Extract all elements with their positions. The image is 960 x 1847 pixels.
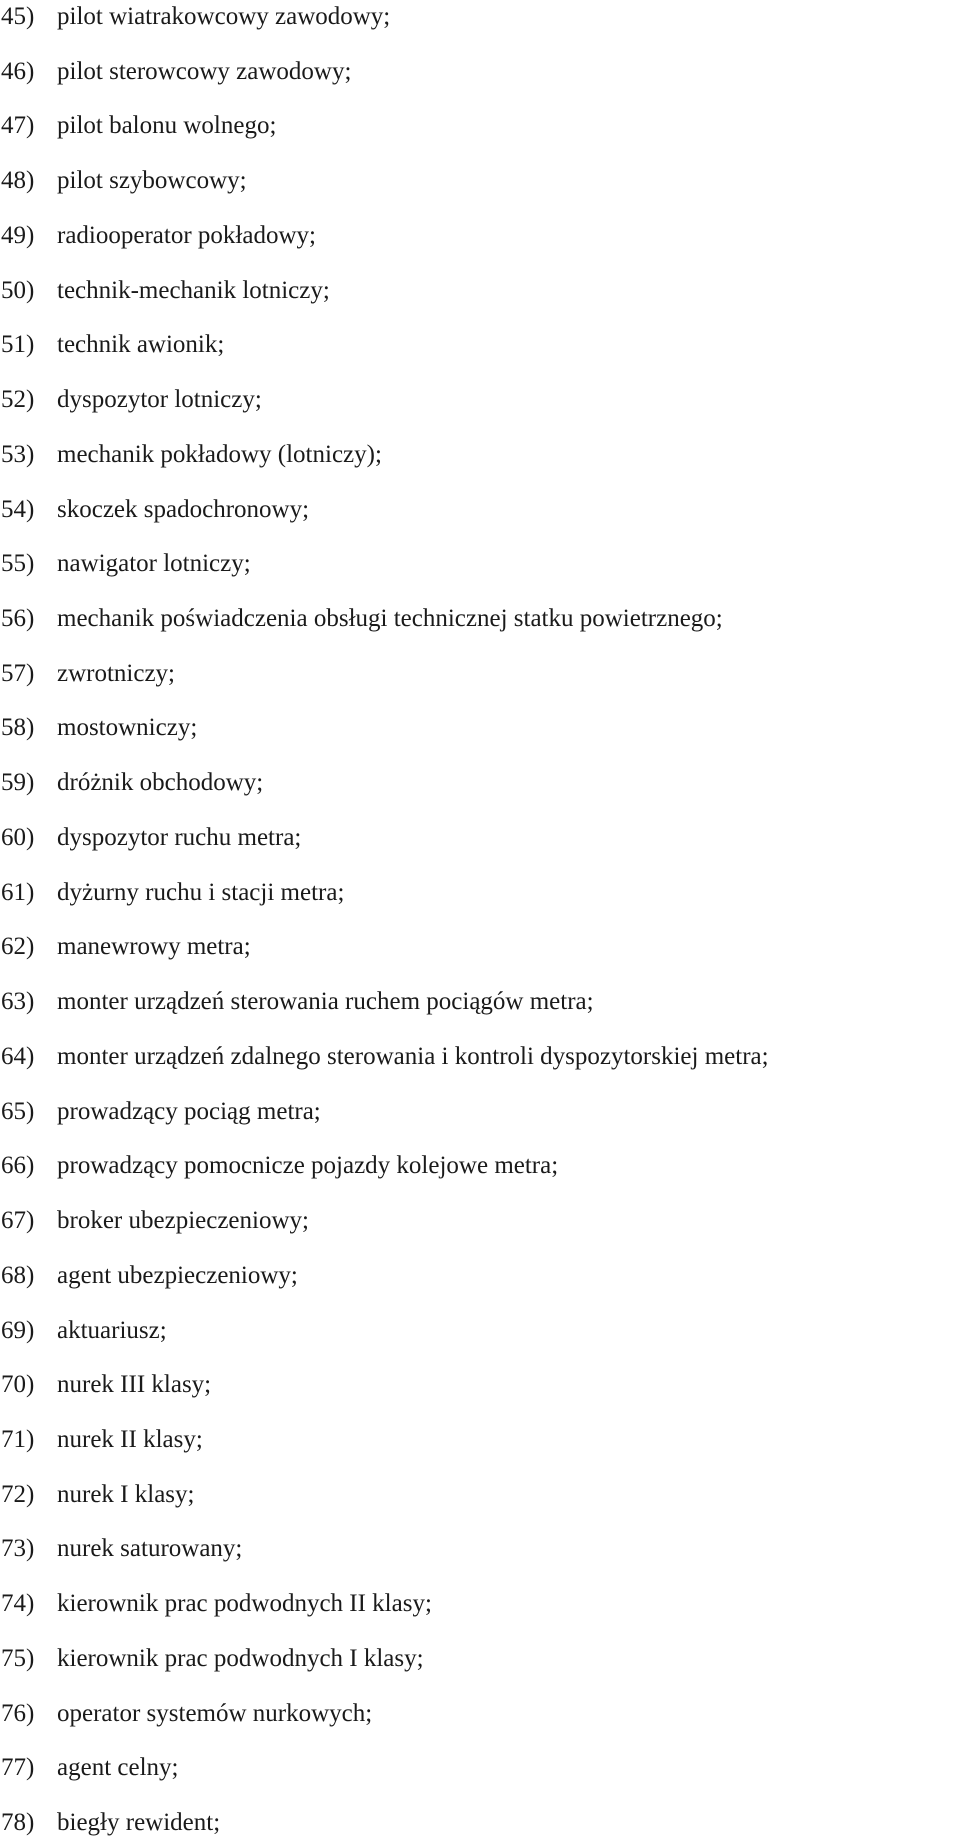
list-item-text: mostowniczy; — [57, 714, 198, 741]
list-item-text: technik-mechanik lotniczy; — [57, 277, 330, 304]
list-item — [0, 220, 316, 260]
list-item-number: 57) — [1, 660, 35, 687]
list-item-number: 78) — [1, 1809, 35, 1836]
list-item-number: 66) — [1, 1152, 35, 1179]
list-item — [0, 1205, 309, 1245]
list-item — [0, 712, 197, 752]
list-item-number: 70) — [1, 1371, 35, 1398]
list-item-number: 56) — [1, 605, 35, 632]
list-item-text: kierownik prac podwodnych II klasy; — [57, 1590, 432, 1617]
list-item-text: biegły rewident; — [57, 1809, 221, 1836]
list-item-number: 48) — [1, 167, 35, 194]
list-item-text: dróżnik obchodowy; — [57, 769, 264, 796]
list-item-text: pilot wiatrakowcowy zawodowy; — [57, 3, 391, 30]
list-item — [0, 1041, 769, 1081]
list-item — [0, 931, 251, 971]
list-item-text: operator systemów nurkowych; — [57, 1700, 373, 1727]
list-item-number: 76) — [1, 1700, 35, 1727]
list-item-text: nurek saturowany; — [57, 1535, 243, 1562]
list-item-text: nawigator lotniczy; — [57, 550, 251, 577]
list-item — [0, 767, 263, 807]
list-item-number: 59) — [1, 769, 35, 796]
list-item-number: 55) — [1, 550, 35, 577]
list-item-number: 69) — [1, 1317, 35, 1344]
list-item-number: 47) — [1, 112, 35, 139]
list-item-text: nurek I klasy; — [57, 1481, 195, 1508]
list-item-text: nurek II klasy; — [57, 1426, 203, 1453]
list-item-number: 58) — [1, 714, 35, 741]
list-item-number: 60) — [1, 824, 35, 851]
list-item-text: aktuariusz; — [57, 1317, 167, 1344]
list-item — [0, 439, 382, 479]
list-item-text: kierownik prac podwodnych I klasy; — [57, 1645, 424, 1672]
list-item — [0, 1260, 298, 1300]
list-item — [0, 1096, 321, 1136]
list-item — [0, 1, 390, 41]
list-item-text: zwrotniczy; — [57, 660, 176, 687]
list-item — [0, 658, 175, 698]
list-item-text: dyspozytor ruchu metra; — [57, 824, 302, 851]
list-item-text: radiooperator pokładowy; — [57, 222, 316, 249]
list-item-number: 45) — [1, 3, 35, 30]
list-item-number: 54) — [1, 496, 35, 523]
list-item-number: 52) — [1, 386, 35, 413]
list-item-number: 51) — [1, 331, 35, 358]
list-item-number: 61) — [1, 879, 35, 906]
list-item-text: prowadzący pomocnicze pojazdy kolejowe metra; — [57, 1152, 559, 1179]
list-item-number: 73) — [1, 1535, 35, 1562]
list-item-text: monter urządzeń zdalnego sterowania i kontroli dyspozytorskiej metra; — [57, 1043, 769, 1070]
list-item-text: dyspozytor lotniczy; — [57, 386, 262, 413]
list-item — [0, 165, 247, 205]
list-item — [0, 275, 330, 315]
list-item — [0, 877, 344, 917]
list-item — [0, 1807, 220, 1847]
list-item-text: monter urządzeń sterowania ruchem pociągów metra; — [57, 988, 594, 1015]
list-item-number: 74) — [1, 1590, 35, 1617]
list-item-text: technik awionik; — [57, 331, 225, 358]
list-item — [0, 1588, 432, 1628]
list-item — [0, 1643, 424, 1683]
list-item-text: broker ubezpieczeniowy; — [57, 1207, 309, 1234]
list-item-number: 72) — [1, 1481, 35, 1508]
list-item-number: 62) — [1, 933, 35, 960]
list-item — [0, 986, 594, 1026]
list-item-text: dyżurny ruchu i stacji metra; — [57, 879, 345, 906]
list-item-number: 77) — [1, 1754, 35, 1781]
list-item — [0, 822, 301, 862]
list-item-text: nurek III klasy; — [57, 1371, 212, 1398]
list-item-number: 53) — [1, 441, 35, 468]
list-item-text: mechanik pokładowy (lotniczy); — [57, 441, 382, 468]
list-item — [0, 1315, 167, 1355]
list-item-number: 63) — [1, 988, 35, 1015]
list-item — [0, 1698, 372, 1738]
list-item-number: 46) — [1, 58, 35, 85]
list-item — [0, 1424, 203, 1464]
list-item — [0, 110, 276, 150]
list-item — [0, 56, 351, 96]
list-item — [0, 329, 224, 369]
list-item-text: pilot szybowcowy; — [57, 167, 247, 194]
list-item-text: mechanik poświadczenia obsługi technicznej statku powietrznego; — [57, 605, 723, 632]
list-item-number: 75) — [1, 1645, 35, 1672]
list-item-text: pilot sterowcowy zawodowy; — [57, 58, 352, 85]
list-item — [0, 548, 251, 588]
list-item — [0, 1479, 194, 1519]
list-item — [0, 1369, 211, 1409]
list-item — [0, 1533, 242, 1573]
list-item-text: manewrowy metra; — [57, 933, 251, 960]
list-item-number: 65) — [1, 1098, 35, 1125]
list-item — [0, 603, 723, 643]
list-item-number: 71) — [1, 1426, 35, 1453]
list-item — [0, 1752, 178, 1792]
list-item-number: 50) — [1, 277, 35, 304]
list-item-number: 68) — [1, 1262, 35, 1289]
list-item-text: agent ubezpieczeniowy; — [57, 1262, 298, 1289]
list-item — [0, 1150, 558, 1190]
list-item-number: 49) — [1, 222, 35, 249]
list-item-text: agent celny; — [57, 1754, 179, 1781]
list-item-text: pilot balonu wolnego; — [57, 112, 277, 139]
list-item — [0, 494, 309, 534]
list-item-number: 67) — [1, 1207, 35, 1234]
list-item-number: 64) — [1, 1043, 35, 1070]
list-item — [0, 384, 262, 424]
list-item-text: prowadzący pociąg metra; — [57, 1098, 321, 1125]
list-item-text: skoczek spadochronowy; — [57, 496, 310, 523]
